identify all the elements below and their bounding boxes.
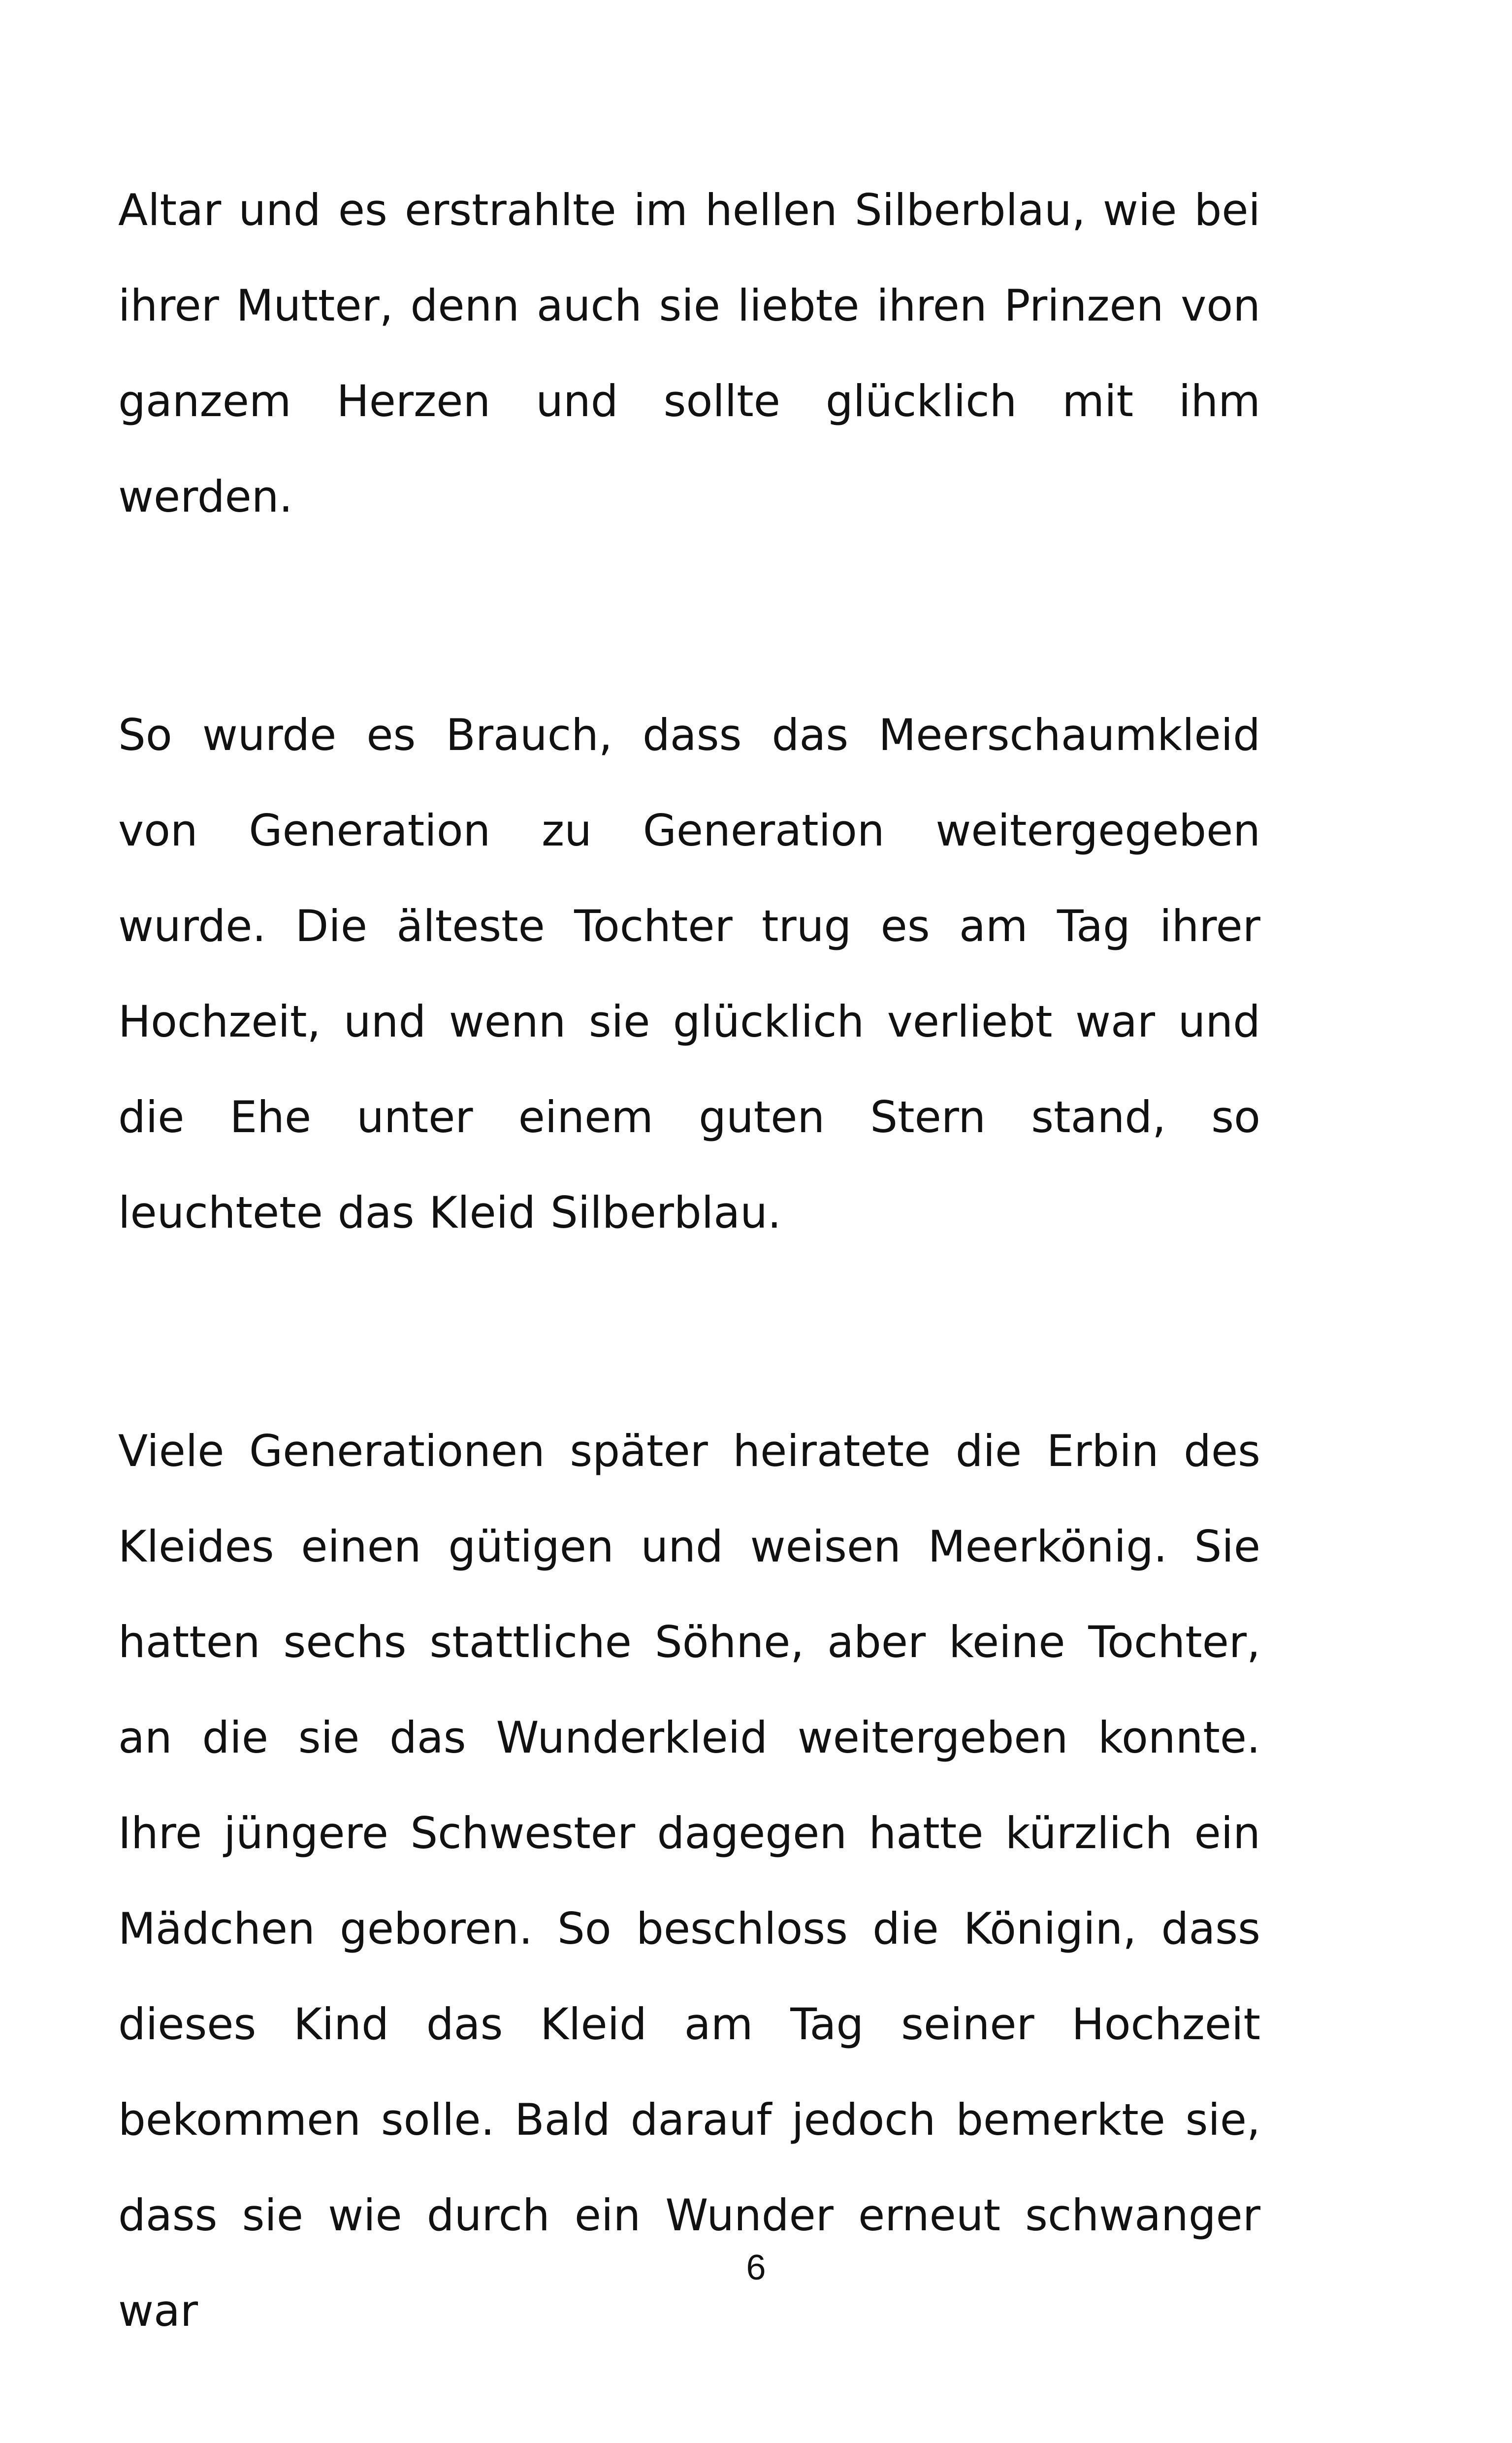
paragraph-3: Viele Generationen später heiratete die Erbin des Kleides einen gütigen und weisen Meerkönig. Sie hatten sechs stattliche Söhne, aber keine Tochter, an die sie das Wunderkleid weitergeben konnte. Ihre jüngere Schwester dagegen hatte kürzlich ein Mädchen geboren. So beschloss die Königin, dass dieses Kind das Kleid am Tag seiner Hochzeit bekommen solle. Bald darauf jedoch bemerkte sie, dass sie wie durch ein Wunder erneut schwanger war bbox=[118, 1426, 1260, 2336]
page-number: 6 bbox=[746, 2248, 766, 2287]
paragraph-2: So wurde es Brauch, dass das Meerschaumkleid von Generation zu Generation weitergegeben wurde. Die älteste Tochter trug es am Tag ihrer Hochzeit, und wenn sie glücklich verliebt war und die Ehe unter einem guten Stern stand, so leuchtete das Kleid Silberblau. bbox=[118, 710, 1260, 1238]
body-text bbox=[118, 163, 1260, 2359]
paragraph-1: Altar und es erstrahlte im hellen Silberblau, wie bei ihrer Mutter, denn auch sie liebte ihren Prinzen von ganzem Herzen und sollte glücklich mit ihm werden. bbox=[118, 185, 1260, 522]
